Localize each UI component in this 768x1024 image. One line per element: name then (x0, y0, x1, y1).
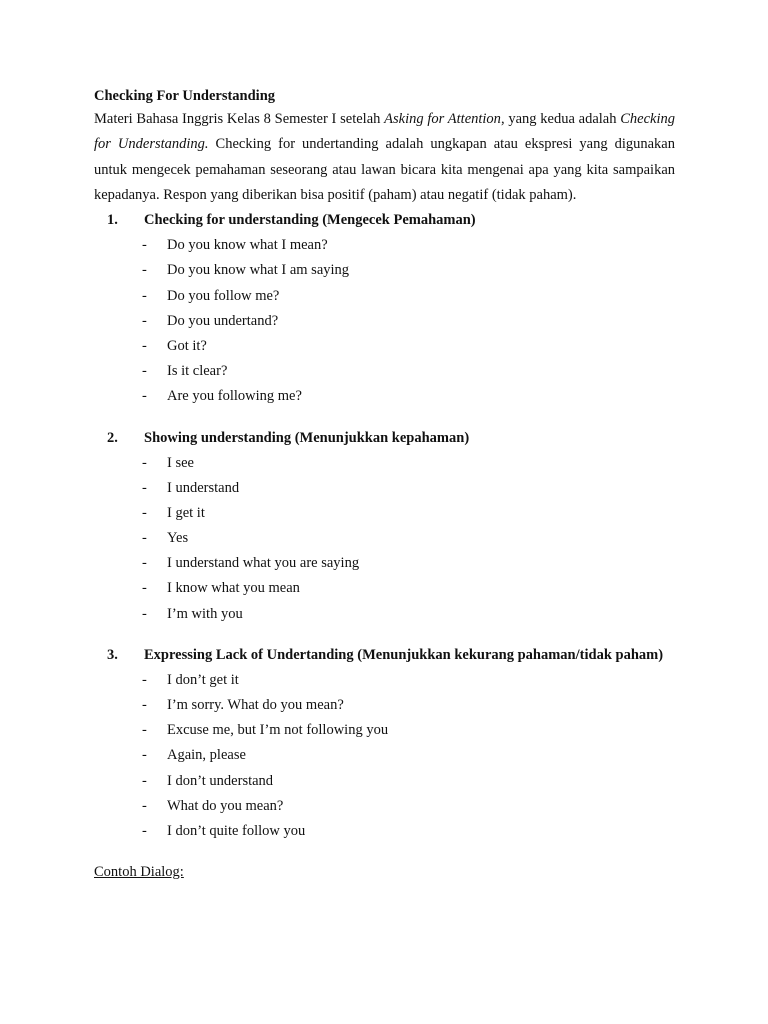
section-lack-of-understanding (94, 643, 675, 844)
list-dash: - (142, 454, 147, 471)
list-item (94, 668, 675, 693)
list-item-text: Excuse me, but I’m not following you (167, 722, 389, 739)
list-item-text: Do you know what I am saying (167, 262, 350, 279)
list-item (94, 743, 675, 768)
list-item-text: I don’t get it (167, 671, 239, 688)
list-item (94, 233, 675, 258)
list-item (94, 258, 675, 283)
list-item-text: Do you follow me? (167, 287, 280, 304)
section-number: 1. (107, 212, 118, 229)
list-item-text: Do you undertand? (167, 312, 279, 329)
list-dash: - (142, 237, 147, 254)
list-item (94, 551, 675, 576)
section-number: 3. (107, 646, 118, 663)
list-dash: - (142, 722, 147, 739)
document-title: Checking For Understanding (94, 88, 276, 104)
list-item (94, 309, 675, 334)
section-spacer (94, 627, 675, 643)
list-item-text: What do you mean? (167, 797, 284, 814)
list-item (94, 284, 675, 309)
section-spacer (94, 410, 675, 426)
list-item-text: I get it (167, 504, 205, 521)
list-item-text: I’m sorry. What do you mean? (167, 697, 344, 713)
list-item-text: I see (167, 454, 194, 471)
list-dash: - (142, 671, 147, 688)
list-item (94, 334, 675, 359)
section-showing-understanding (94, 426, 675, 627)
list-item (94, 693, 675, 718)
list-item-text: I understand (167, 479, 240, 496)
list-item (94, 769, 675, 794)
list-dash: - (142, 504, 147, 521)
intro-emphasis-asking-for-attention: Asking for Attention (384, 111, 501, 127)
list-item (94, 819, 675, 844)
list-item (94, 384, 675, 409)
intro-text-1: Materi Bahasa Inggris Kelas 8 Semester I setelah (94, 111, 385, 127)
contoh-dialog-heading: Contoh Dialog: (94, 864, 184, 881)
intro-text-2: , yang kedua adalah (500, 111, 621, 127)
expression-list (94, 668, 675, 844)
list-dash: - (142, 363, 147, 380)
section-heading (94, 426, 675, 451)
section-heading-text: Expressing Lack of Undertanding (Menunjukkan kekurang pahaman/tidak paham) (144, 646, 664, 663)
list-item-text: Are you following me? (167, 388, 302, 405)
list-dash: - (142, 479, 147, 496)
section-number: 2. (107, 429, 118, 446)
list-dash: - (142, 262, 147, 279)
list-dash: - (142, 580, 147, 597)
expression-list (94, 451, 675, 627)
list-dash: - (142, 287, 147, 304)
expression-list (94, 233, 675, 409)
list-item-text: Is it clear? (167, 363, 228, 380)
list-item-text: I know what you mean (167, 580, 300, 597)
list-dash: - (142, 555, 147, 572)
list-item-text: I don’t understand (167, 772, 274, 789)
list-item (94, 476, 675, 501)
list-dash: - (142, 747, 147, 764)
list-dash: - (142, 605, 147, 622)
list-dash: - (142, 312, 147, 329)
intro-paragraph (94, 107, 675, 208)
section-heading (94, 643, 675, 668)
list-item-text: Do you know what I mean? (167, 237, 328, 254)
list-item (94, 501, 675, 526)
intro-emphasis-checking-for-understanding: Checking for Understanding. (94, 111, 675, 153)
list-dash: - (142, 530, 147, 547)
list-item-text: Got it? (167, 337, 207, 354)
list-item (94, 602, 675, 627)
section-checking-understanding (94, 208, 675, 409)
list-item-text: I don’t quite follow you (167, 822, 306, 839)
list-item (94, 718, 675, 743)
intro-text-3: Checking for undertanding adalah ungkapan atau ekspresi yang digunakan untuk mengecek pemahaman seseorang atau lawan bicara kita mengenai apa yang kita sampaikan kepadanya. Respon yang diberikan bisa positif (paham) atau negatif (tidak paham). (94, 136, 675, 203)
list-dash: - (142, 388, 147, 405)
section-heading-text: Showing understanding (Menunjukkan kepahaman) (144, 429, 470, 446)
list-item (94, 451, 675, 476)
list-dash: - (142, 797, 147, 814)
list-dash: - (142, 697, 147, 713)
section-heading (94, 208, 675, 233)
list-item-text: I’m with you (167, 605, 243, 622)
list-item (94, 526, 675, 551)
list-item-text: I understand what you are saying (167, 555, 360, 572)
list-dash: - (142, 822, 147, 839)
list-item-text: Yes (167, 530, 189, 547)
list-dash: - (142, 337, 147, 354)
list-dash: - (142, 772, 147, 789)
list-item (94, 576, 675, 601)
section-heading-text: Checking for understanding (Mengecek Pemahaman) (144, 212, 476, 229)
list-item-text: Again, please (167, 747, 246, 764)
list-item (94, 794, 675, 819)
list-item (94, 359, 675, 384)
document-page (94, 86, 675, 885)
